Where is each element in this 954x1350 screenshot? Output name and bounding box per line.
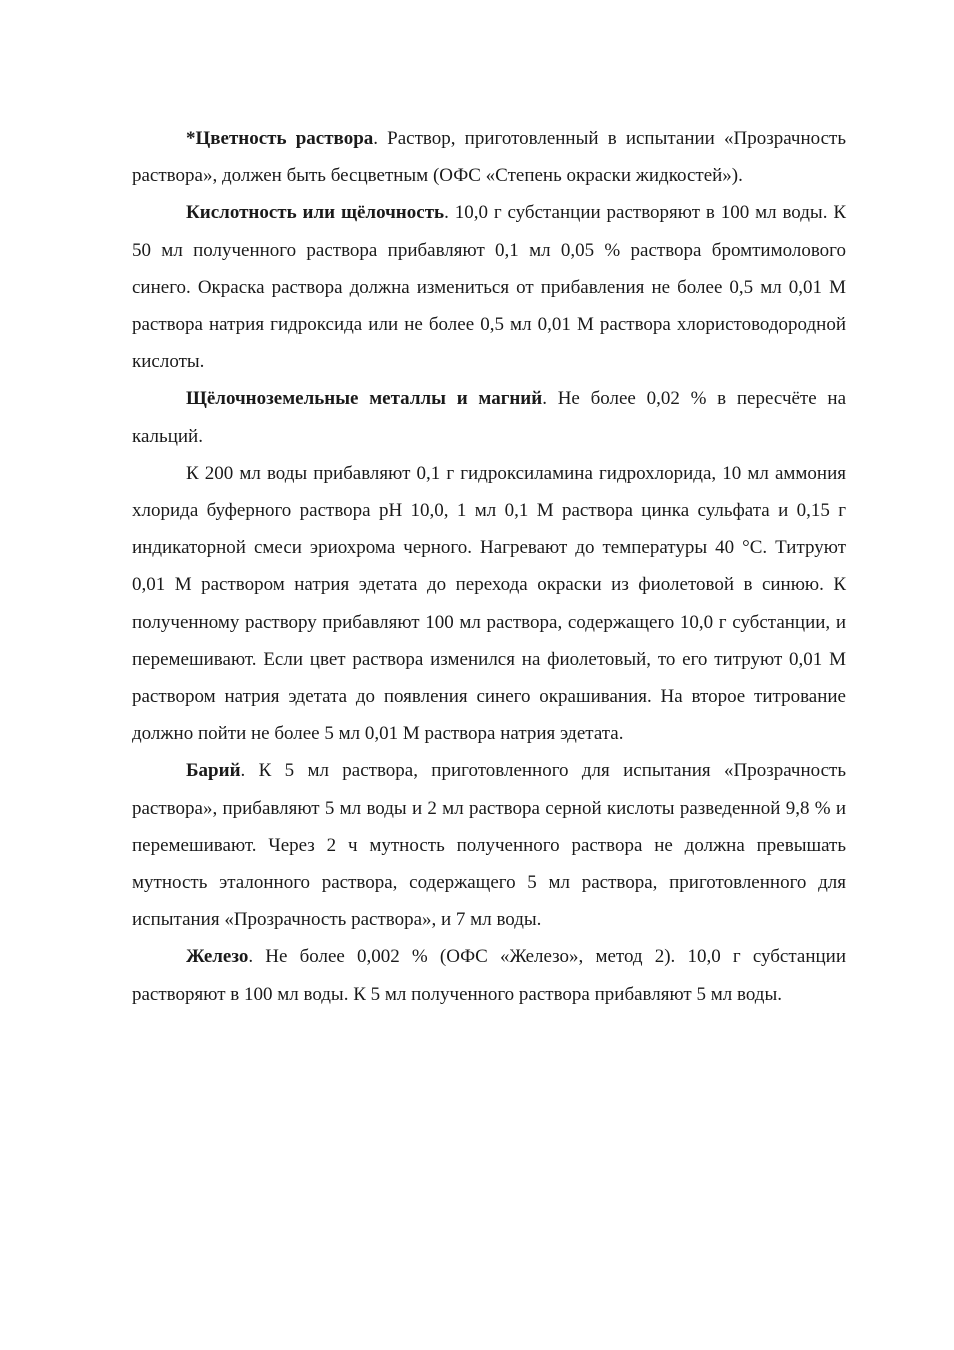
paragraph-barium-text: . К 5 мл раствора, приготовленного для испытания «Прозрачность раствора», прибавляют 5 мл воды и 2 мл раствора серной кислоты разведенной 9,8 % и перемешивают. Через 2 ч мутность полученного раствора не должна превышать мутность эталонного раствора, содержащего 5 мл раствора, приготовленного для испытания «Прозрачность раствора», и 7 мл воды. <box>132 760 846 931</box>
paragraph-barium <box>132 752 846 938</box>
paragraph-iron-text: . Не более 0,002 % (ОФС «Железо», метод 2). 10,0 г субстанции растворяют в 100 мл воды. К 5 мл полученного раствора прибавляют 5 мл воды. <box>132 946 846 1005</box>
paragraph-color-text: . Раствор, приготовленный в испытании «Прозрачность раствора», должен быть бесцветным (ОФС «Степень окраски жидкостей»). <box>132 128 846 187</box>
heading-alkaline-earth: Щёлочноземельные металлы и магний <box>186 388 543 410</box>
paragraph-acidity <box>132 194 846 380</box>
paragraph-titration <box>132 455 846 753</box>
heading-color: *Цветность раствора <box>186 128 374 149</box>
paragraph-acidity-text: . 10,0 г субстанции растворяют в 100 мл воды. К 50 мл полученного раствора прибавляют 0,1 мл 0,05 % раствора бромтимолового синего. Окраска раствора должна измениться от прибавления не более 0,5 мл 0,01 М раствора натрия гидроксида или не более 0,5 мл 0,01 М раствора хлористоводородной кислоты. <box>132 202 846 373</box>
heading-acidity: Кислотность или щёлочность <box>186 202 445 224</box>
document-page <box>132 120 846 1013</box>
paragraph-iron <box>132 938 846 1012</box>
paragraph-titration-text: К 200 мл воды прибавляют 0,1 г гидроксиламина гидрохлорида, 10 мл аммония хлорида буферного раствора pH 10,0, 1 мл 0,1 М раствора цинка сульфата и 0,15 г индикаторной смеси эриохрома черного. Нагревают до температуры 40 °C. Титруют 0,01 М раствором натрия эдетата до перехода окраски из фиолетовой в синюю. К полученному раствору прибавляют 100 мл раствора, содержащего 10,0 г субстанции, и перемешивают. Если цвет раствора изменился на фиолетовый, то его титруют 0,01 М раствором натрия эдетата до появления синего окрашивания. На второе титрование должно пойти не более 5 мл 0,01 М раствора натрия эдетата. <box>132 462 846 745</box>
heading-barium: Барий <box>186 760 241 782</box>
paragraph-alkaline-earth <box>132 380 846 454</box>
paragraph-alkaline-earth-text: . Не более 0,02 % в пересчёте на кальций. <box>132 388 847 447</box>
paragraph-color <box>132 120 846 194</box>
heading-iron: Железо <box>186 946 249 968</box>
